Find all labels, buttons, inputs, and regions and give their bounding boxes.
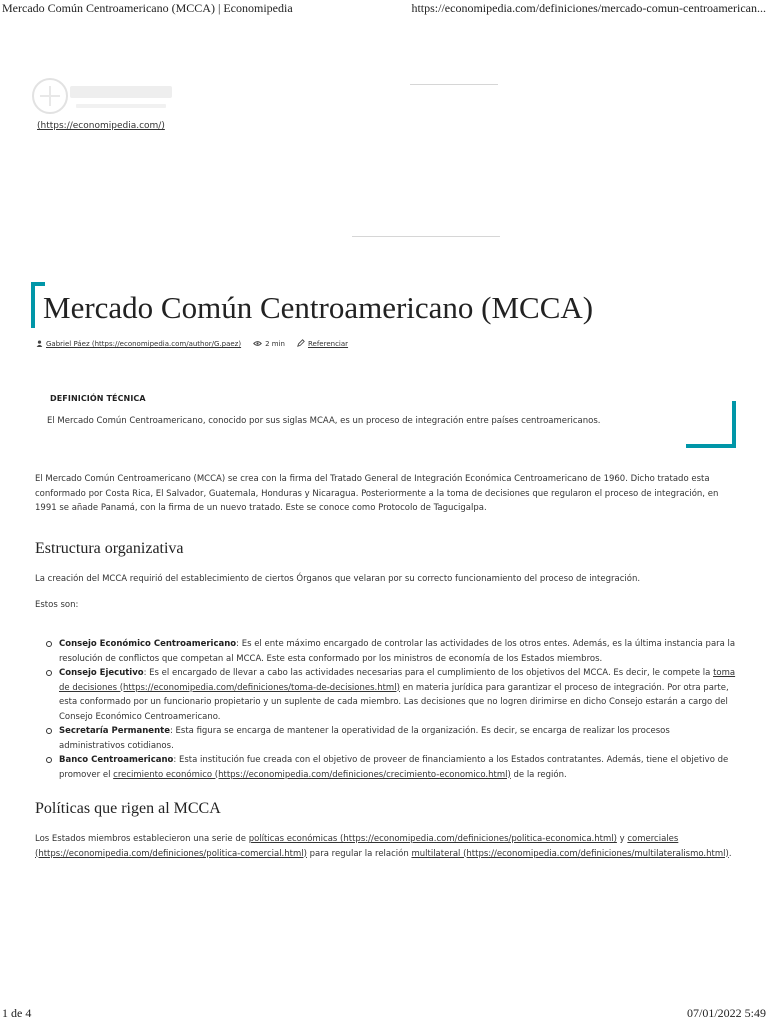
list-item-text: : Esta institución fue creada con el objetivo de proveer de financiamiento a los Estados contratantes. Además, tiene el objetivo de promover el bbox=[59, 755, 729, 780]
section-heading-structure: Estructura organizativa bbox=[35, 540, 184, 557]
list-item-term: Banco Centroamericano bbox=[59, 755, 174, 765]
list-item-text: : Es el encargado de llevar a cabo las actividades necesarias para el cumplimiento de los objetivos del MCCA. Es decir, le compete la bbox=[143, 668, 714, 678]
author-link[interactable]: Gabriel Páez (https://economipedia.com/author/G.paez) bbox=[46, 340, 242, 348]
print-footer bbox=[0, 1006, 768, 1024]
bullet-icon bbox=[46, 757, 52, 763]
multilateralismo-link[interactable]: multilateral (https://economipedia.com/definiciones/multilateralismo.html) bbox=[411, 848, 729, 859]
structure-intro-list: Estos son: bbox=[35, 600, 79, 610]
list-item-text: de la región. bbox=[510, 769, 567, 780]
page-title: Mercado Común Centroamericano (MCCA) bbox=[43, 290, 594, 325]
print-datetime: 07/01/2022 5:49 bbox=[686, 1006, 766, 1020]
policies-paragraph: Los Estados miembros establecieron una serie de políticas económicas (https://economipedia.com/definiciones/politica-economica.html) y comerciales (https://economipedia.com/definiciones/politica-comercial.html) para regular la relación multilateral (https://economipedia.com/definiciones/multilateralismo.html). bbox=[35, 834, 732, 859]
structure-paragraph: La creación del MCCA requirió del establecimiento de ciertos Órganos que velaran por su correcto funcionamiento del proceso de integración. bbox=[35, 574, 641, 584]
reference-link[interactable]: Referenciar bbox=[307, 340, 349, 348]
list-item bbox=[46, 724, 736, 753]
logo-link[interactable]: (https://economipedia.com/) bbox=[37, 121, 165, 131]
list-item-term: Consejo Ejecutivo bbox=[59, 668, 144, 678]
ad-divider bbox=[352, 236, 500, 237]
eye-icon bbox=[253, 340, 262, 349]
list-item-text: en materia jurídica para garantizar el proceso de integración. Por otra parte, esta conformado por un funcionario propietario y un suplente de cada miembro. Las decisiones que no logren dirimirse en dicho Consejo estarán a cargo del Consejo Económico Centroamericano. bbox=[59, 682, 729, 722]
read-time: 2 min bbox=[265, 340, 285, 348]
list-item bbox=[46, 753, 736, 782]
page-number: 1 de 4 bbox=[2, 1006, 32, 1020]
pencil-icon bbox=[297, 339, 305, 349]
list-item bbox=[46, 637, 736, 666]
header-divider bbox=[410, 84, 498, 85]
intro-paragraph: El Mercado Común Centroamericano (MCCA) se crea con la firma del Tratado General de Integración Económica Centroamericano de 1960. Dicho tratado esta conformado por Costa Rica, El Salvador, Guatemala, Honduras y Nicaragua. Posteriormente a la toma de decisiones que regularon el proceso de integración, en 1991 se añade Panamá, con la firma de un nuevo tratado. Este se conoce como Protocolo de Tagucigalpa. bbox=[35, 474, 719, 513]
definition-text: El Mercado Común Centroamericano, conocido por sus siglas MCAA, es un proceso de integración entre países centroamericanos. bbox=[47, 416, 601, 426]
section-heading-policies: Políticas que rigen al MCCA bbox=[35, 800, 221, 817]
print-header-url: https://economipedia.com/definiciones/mercado-comun-centroamerican... bbox=[411, 1, 766, 15]
article-meta bbox=[36, 339, 348, 349]
list-item-text: : Es el ente máximo encargado de controlar las actividades de los otros entes. Además, es la última instancia para la resolución de conflictos que competan al MCCA. Este esta conformado por los ministros de economía de los Estados miembros. bbox=[59, 639, 736, 664]
definition-label: DEFINICIÓN TÉCNICA bbox=[50, 394, 146, 403]
user-icon bbox=[36, 340, 43, 349]
crecimiento-economico-link[interactable]: crecimiento económico (https://economipedia.com/definiciones/crecimiento-economico.html) bbox=[113, 769, 511, 780]
list-item bbox=[46, 666, 736, 724]
bullet-icon bbox=[46, 670, 52, 676]
print-header-title: Mercado Común Centroamericano (MCCA) | Economipedia bbox=[2, 1, 293, 15]
print-header bbox=[0, 0, 768, 18]
list-item-term: Secretaría Permanente bbox=[59, 726, 170, 736]
politica-comercial-link[interactable]: comerciales (https://economipedia.com/definiciones/politica-comercial.html) bbox=[35, 834, 679, 859]
bullet-icon bbox=[46, 728, 52, 734]
bullet-icon bbox=[46, 641, 52, 647]
list-item-text: : Esta figura se encarga de mantener la operatividad de la organización. Es decir, se encarga de realizar los procesos administrativos cotidianos. bbox=[59, 726, 670, 751]
organs-list bbox=[46, 637, 736, 782]
list-item-term: Consejo Económico Centroamericano bbox=[59, 639, 237, 649]
politica-economica-link[interactable]: políticas económicas (https://economipedia.com/definiciones/politica-economica.html) bbox=[248, 834, 617, 844]
toma-de-decisiones-link[interactable]: toma de decisiones (https://economipedia.com/definiciones/toma-de-decisiones.html) bbox=[59, 668, 736, 693]
definition-accent-corner bbox=[686, 401, 736, 448]
economipedia-logo[interactable] bbox=[30, 74, 180, 118]
